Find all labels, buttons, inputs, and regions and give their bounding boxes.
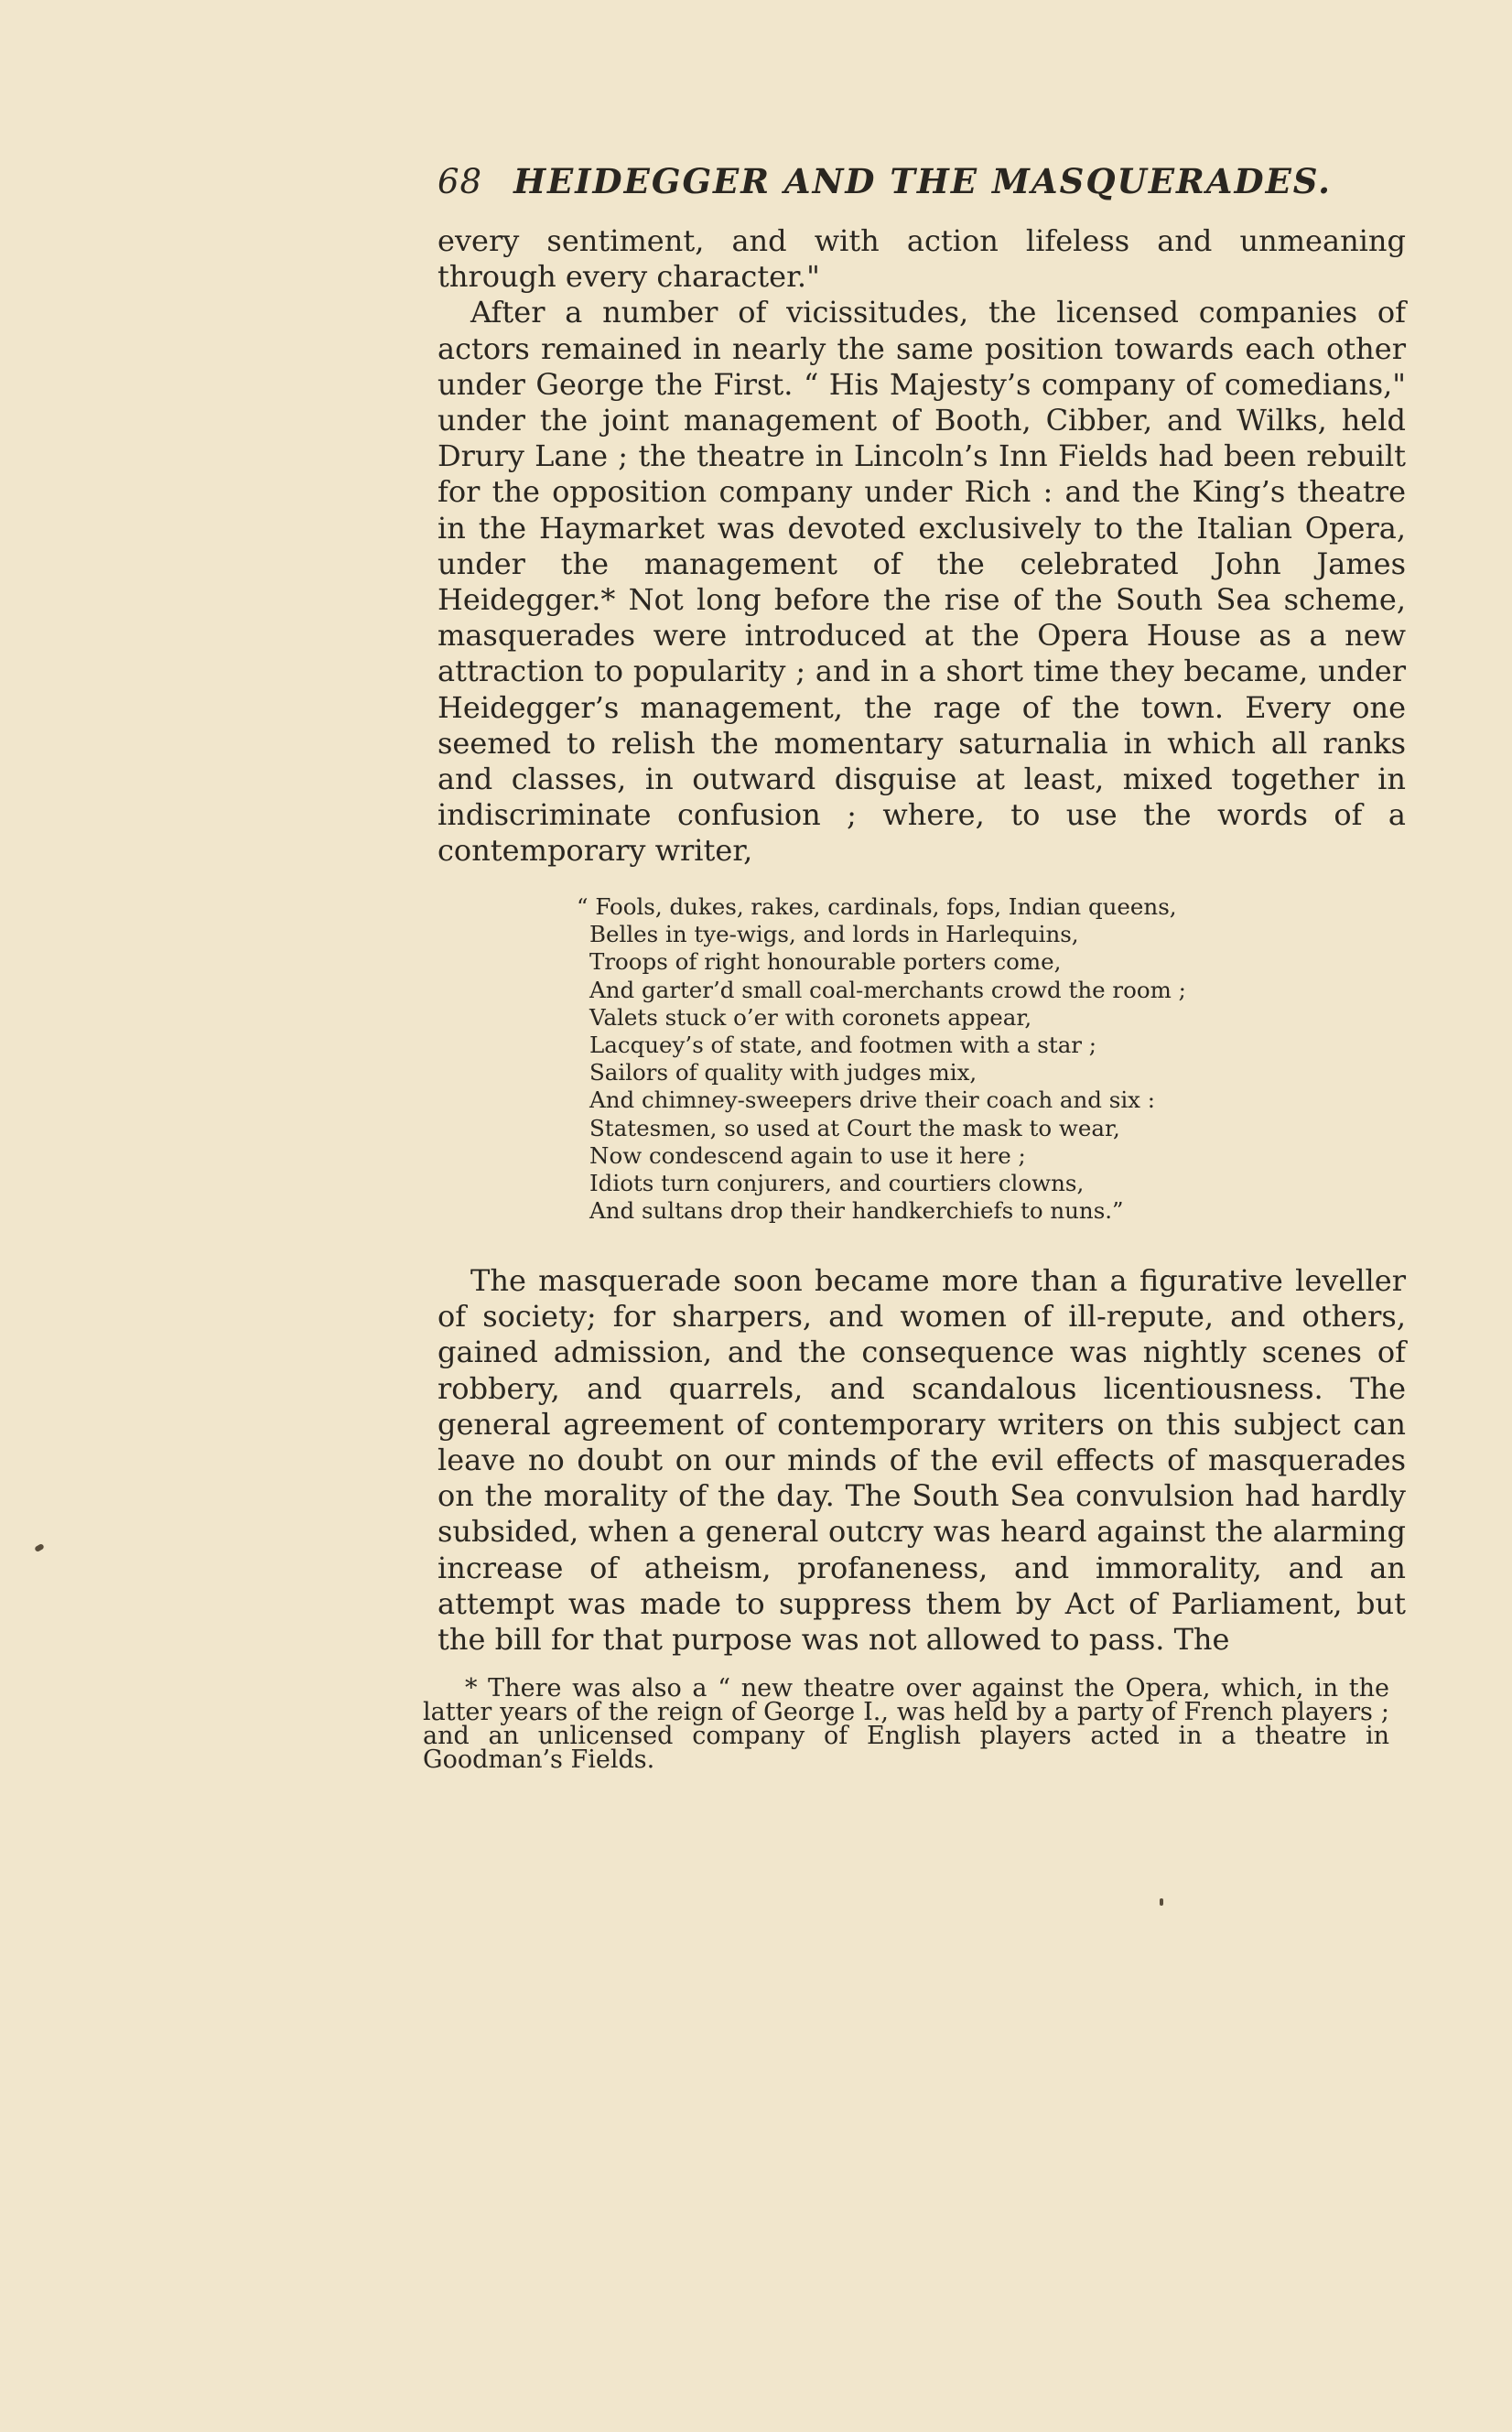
- running-header: [437, 161, 1353, 202]
- verse-quotation: [511, 893, 1334, 1225]
- page-number: 68: [437, 162, 483, 201]
- verse-line: “ Fools, dukes, rakes, cardinals, fops, Indian queens,: [577, 893, 1177, 920]
- verse-line: And garter’d small coal-merchants crowd the room ;: [589, 976, 1186, 1003]
- verse-line: And chimney-sweepers drive their coach and six :: [589, 1086, 1156, 1114]
- footnote-text: * There was also a “ new theatre over against the Opera, which, in the latter years of the reign of George I., was held by a party of French players ; and an unlicensed company of English players acted in a theatre in Goodman’s Fields.: [423, 1674, 1389, 1774]
- verse-line: And sultans drop their handkerchiefs to nuns.”: [589, 1197, 1124, 1225]
- verse-line: Idiots turn conjurers, and courtiers clowns,: [589, 1170, 1085, 1197]
- verse-line: Valets stuck o’er with coronets appear,: [589, 1003, 1032, 1031]
- body-text-after-verse: [437, 1263, 1406, 1658]
- paragraph: The masquerade soon became more than a figurative leveller of society; for sharpers, and women of ill-repute, and others, gained admission, and the consequence was nightly scenes of robbery, and quarrels, and scandalous licentiousness. The general agreement of contemporary writers on this subject can leave no doubt on our minds of the evil effects of masquerades on the morality of the day. The South Sea convulsion had hardly subsided, when a general outcry was heard against the alarming increase of atheism, profaneness, and immorality, and an attempt was made to suppress them by Act of Parliament, but the bill for that purpose was not allowed to pass. The: [437, 1263, 1406, 1658]
- paragraph-continuation: every sentiment, and with action lifeless and unmeaning through every character.": [437, 223, 1406, 295]
- ink-speck: [1160, 1898, 1163, 1906]
- ink-speck: [34, 1543, 45, 1552]
- verse-line: Statesmen, so used at Court the mask to wear,: [589, 1114, 1120, 1141]
- footnote: [423, 1674, 1389, 1774]
- running-title: HEIDEGGER AND THE MASQUERADES.: [513, 161, 1333, 201]
- verse-line: Now condescend again to use it here ;: [589, 1141, 1026, 1169]
- paragraph: After a number of vicissitudes, the licensed companies of actors remained in nearly the same position towards each other under George the First. “ His Majesty’s company of comedians," under the joint management of Booth, Cibber, and Wilks, held Drury Lane ; the theatre in Lincoln’s Inn Fields had been rebuilt for the opposition company under Rich : and the King’s theatre in the Haymarket was devoted exclusively to the Italian Opera, under the management of the celebrated John James Heidegger.* Not long before the rise of the South Sea scheme, masquerades were introduced at the Opera House as a new attraction to popularity ; and in a short time they became, under Heidegger’s management, the rage of the town. Every one seemed to relish the momentary saturnalia in which all ranks and classes, in outward disguise at least, mixed together in indiscriminate confusion ; where, to use the words of a contemporary writer,: [437, 295, 1406, 869]
- verse-line: Lacquey’s of state, and footmen with a star ;: [589, 1032, 1097, 1059]
- body-text-before-verse: [437, 223, 1406, 870]
- verse-line: Sailors of quality with judges mix,: [589, 1059, 977, 1086]
- verse-line: Troops of right honourable porters come,: [589, 948, 1062, 976]
- verse-line: Belles in tye-wigs, and lords in Harlequins,: [589, 921, 1079, 948]
